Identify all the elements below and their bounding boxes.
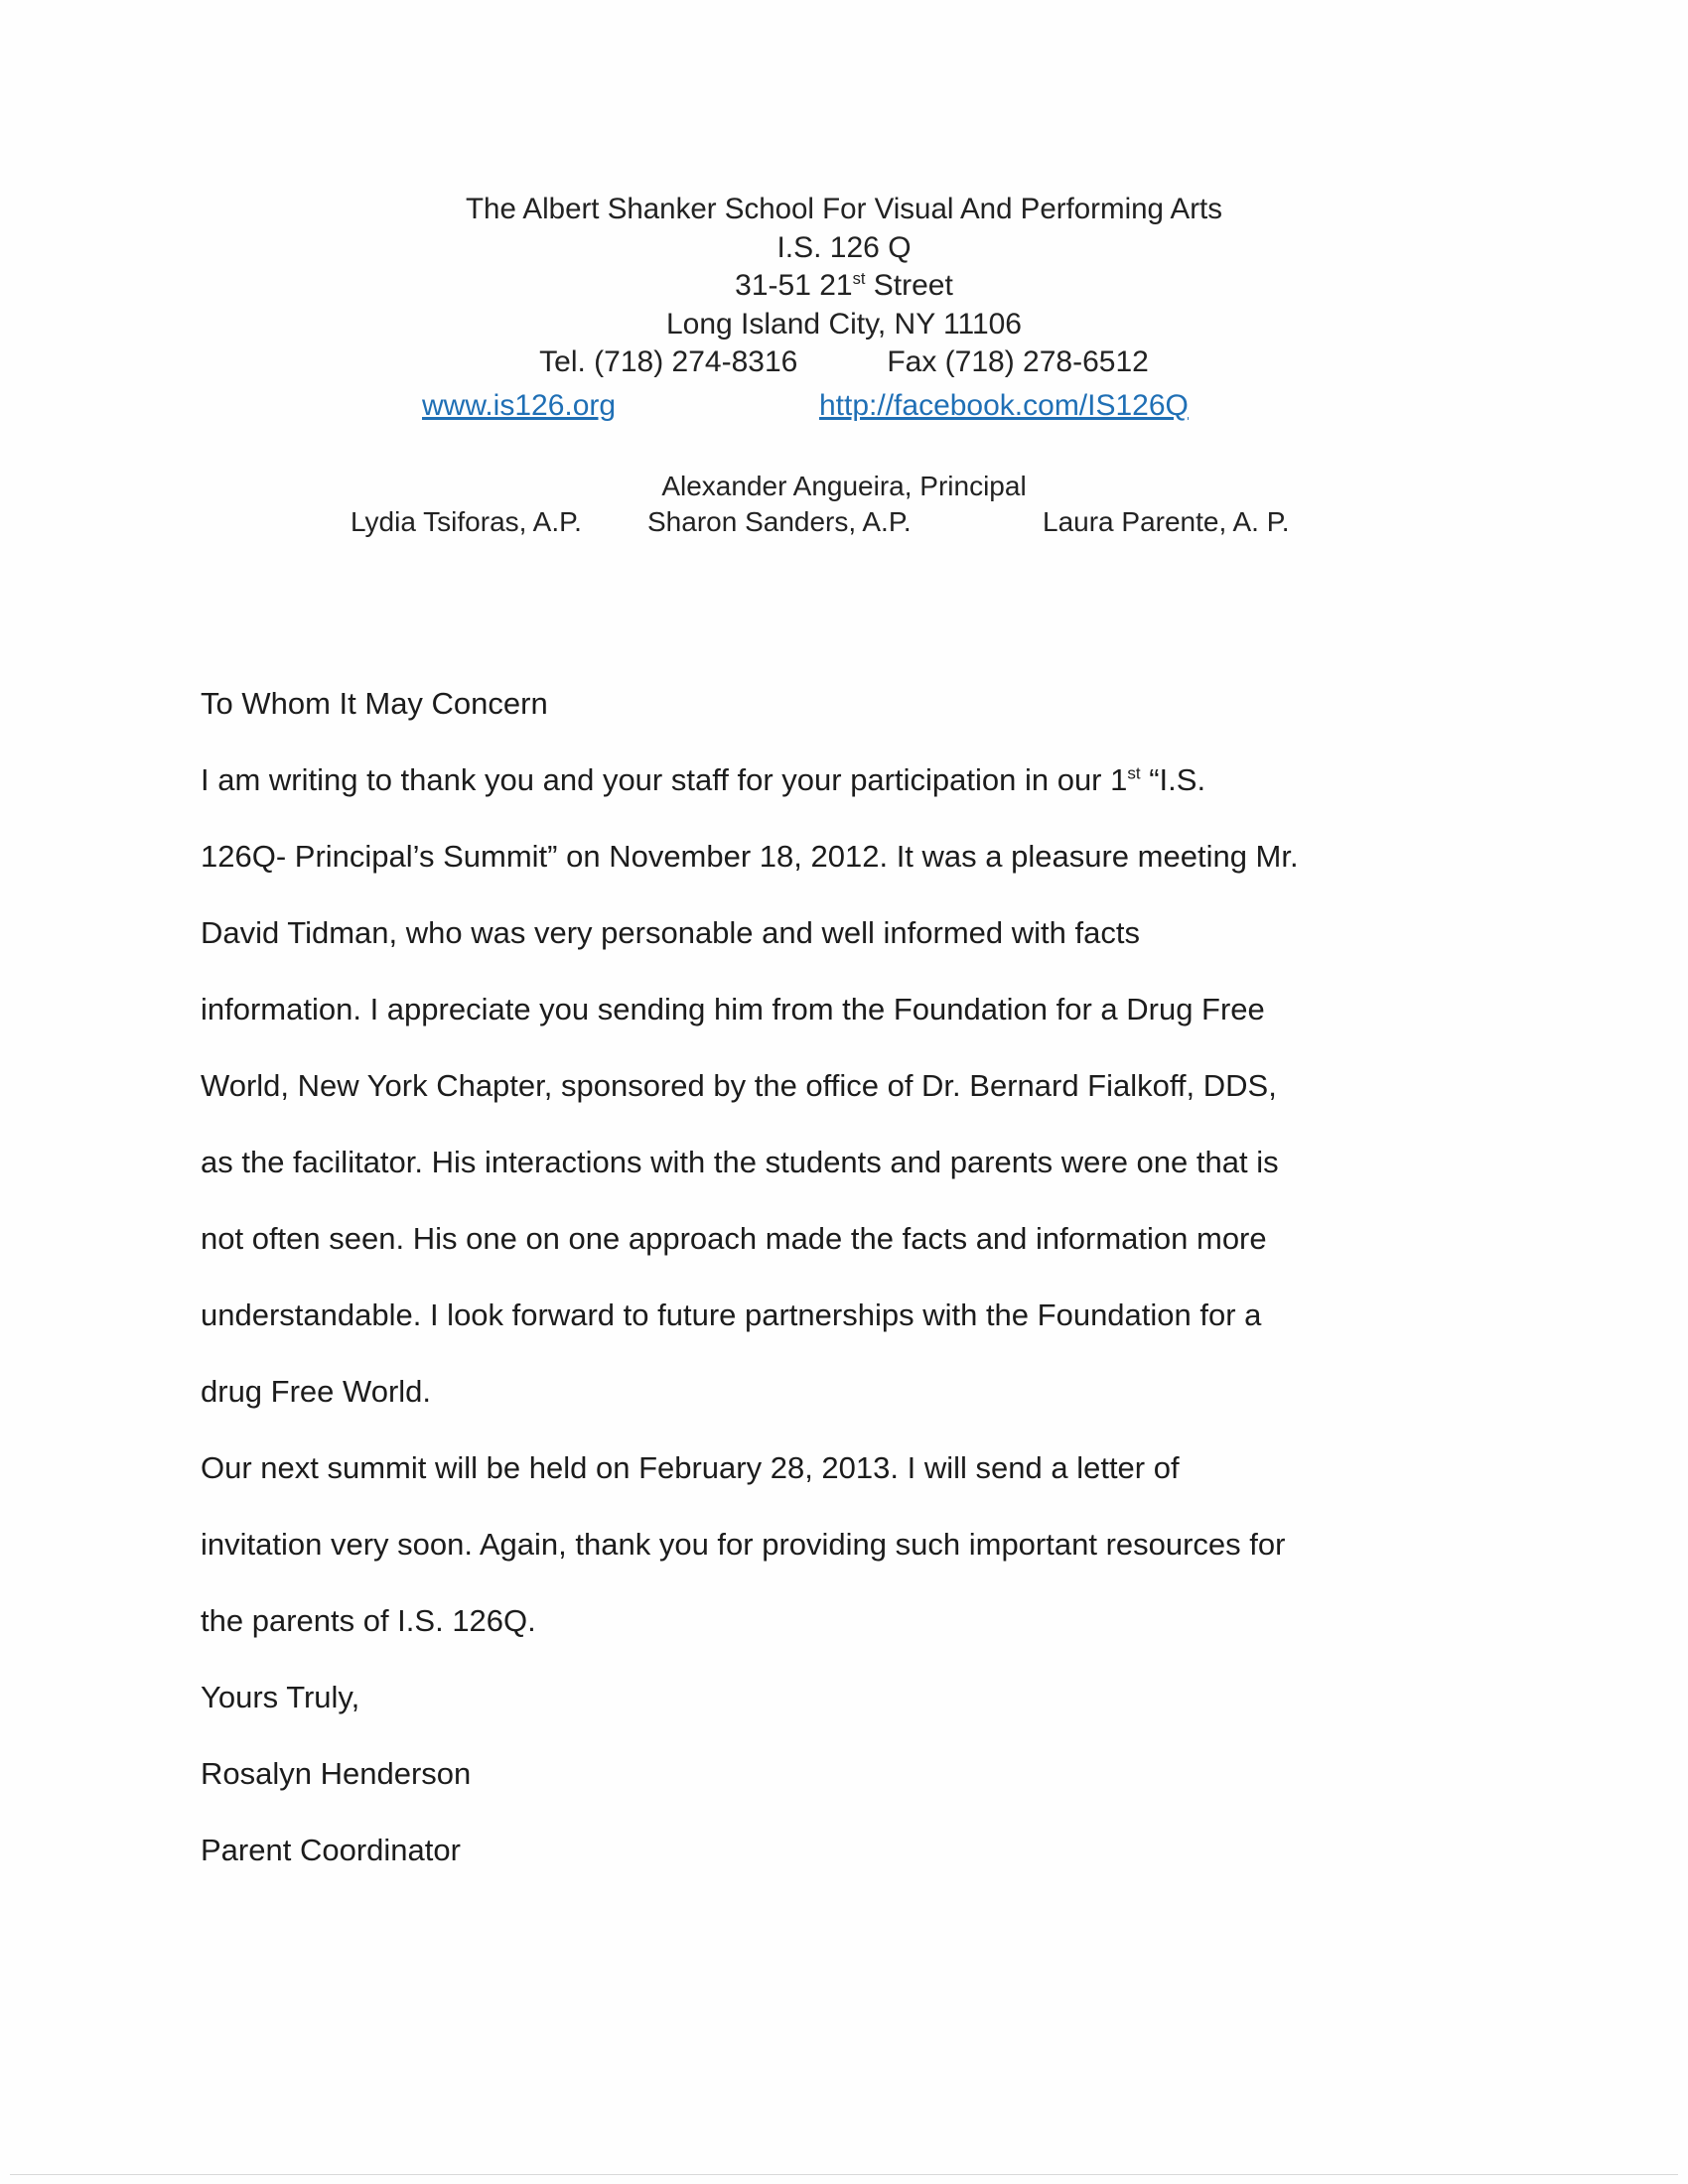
principal-name: Alexander Angueira, Principal bbox=[661, 471, 1027, 501]
signer-title: Parent Coordinator bbox=[201, 1833, 461, 1867]
paragraph-1-line-1-end: “I.S. bbox=[1140, 762, 1206, 797]
street-name: Street bbox=[865, 269, 953, 302]
staff-listing bbox=[0, 469, 1688, 540]
phone-fax-line bbox=[0, 343, 1688, 382]
paragraph-1-line-9: drug Free World. bbox=[201, 1374, 432, 1409]
ordinal-suffix: st bbox=[1127, 763, 1141, 783]
paragraph-2 bbox=[201, 1447, 1511, 1677]
scan-edge-line bbox=[10, 2174, 1678, 2175]
city-state-zip: Long Island City, NY 11106 bbox=[665, 307, 1022, 341]
street-number: 31-51 21 bbox=[735, 269, 853, 302]
signature-block bbox=[201, 1677, 1511, 1906]
paragraph-2-line-1: Our next summit will be held on February 28, 2013. I will send a letter of bbox=[201, 1450, 1180, 1485]
assistant-principals bbox=[0, 504, 1688, 540]
assistant-principal-3: Laura Parente, A. P. bbox=[1043, 506, 1290, 537]
letterhead-links bbox=[0, 389, 1688, 429]
paragraph-1-line-8: understandable. I look forward to future partnerships with the Foundation for a bbox=[201, 1297, 1262, 1332]
school-code: I.S. 126 Q bbox=[776, 230, 912, 264]
letterhead bbox=[0, 191, 1688, 382]
paragraph-1 bbox=[201, 759, 1511, 1447]
paragraph-1-line-2: 126Q- Principal’s Summit” on November 18, 2012. It was a pleasure meeting Mr. bbox=[201, 839, 1299, 874]
assistant-principal-1: Lydia Tsiforas, A.P. bbox=[351, 506, 582, 537]
paragraph-1-line-6: as the facilitator. His interactions with the students and parents were one that is bbox=[201, 1145, 1279, 1179]
school-name: The Albert Shanker School For Visual And Performing Arts bbox=[466, 193, 1222, 225]
street-address bbox=[0, 267, 1688, 306]
paragraph-1-line-3: David Tidman, who was very personable and well informed with facts bbox=[201, 915, 1140, 950]
paragraph-1-line-1-text: I am writing to thank you and your staff for your participation in our 1 bbox=[201, 762, 1128, 797]
paragraph-1-line-7: not often seen. His one on one approach made the facts and information more bbox=[201, 1221, 1267, 1256]
letter-body bbox=[201, 683, 1511, 1906]
assistant-principal-2: Sharon Sanders, A.P. bbox=[647, 506, 912, 537]
street-ordinal-suffix: st bbox=[852, 270, 866, 288]
closing: Yours Truly, bbox=[201, 1680, 360, 1714]
facebook-link[interactable]: http://facebook.com/IS126Q bbox=[819, 389, 1189, 422]
paragraph-2-line-3: the parents of I.S. 126Q. bbox=[201, 1603, 536, 1638]
signer-name: Rosalyn Henderson bbox=[201, 1756, 472, 1791]
website-link[interactable]: www.is126.org bbox=[422, 389, 617, 422]
paragraph-1-line-4: information. I appreciate you sending him from the Foundation for a Drug Free bbox=[201, 992, 1265, 1026]
telephone: Tel. (718) 274-8316 bbox=[539, 345, 798, 378]
fax: Fax (718) 278-6512 bbox=[887, 345, 1149, 378]
paragraph-1-line-1 bbox=[201, 759, 1511, 836]
paragraph-2-line-2: invitation very soon. Again, thank you for providing such important resources for bbox=[201, 1527, 1286, 1562]
paragraph-1-line-5: World, New York Chapter, sponsored by the office of Dr. Bernard Fialkoff, DDS, bbox=[201, 1068, 1277, 1103]
salutation: To Whom It May Concern bbox=[201, 686, 548, 721]
